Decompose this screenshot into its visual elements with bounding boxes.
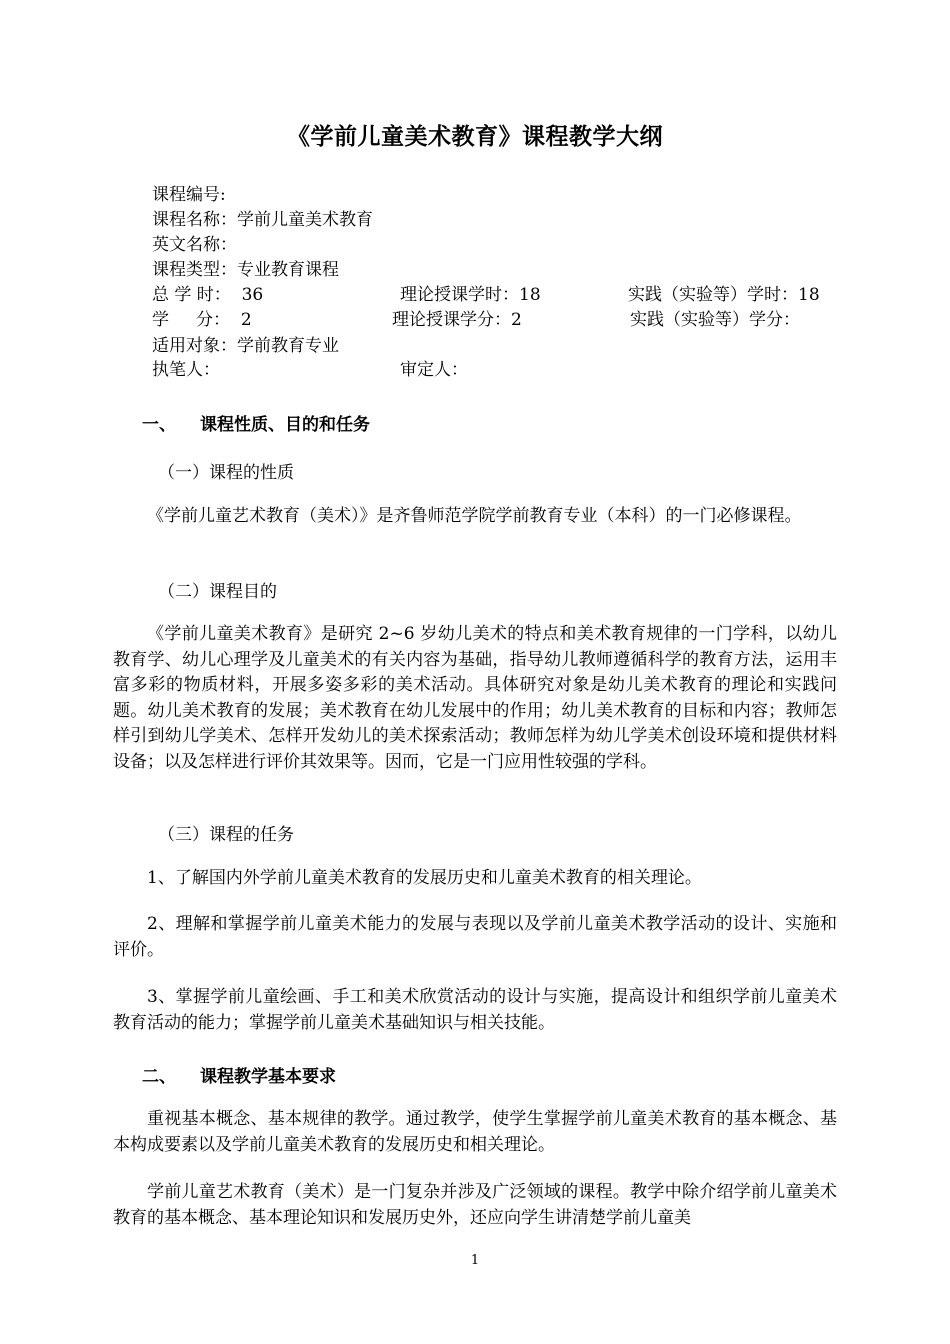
subsection-heading: （二）课程目的 [158,582,277,602]
target-audience: 适用对象：学前教育专业 [152,336,339,356]
section-heading [142,1062,336,1087]
document-title: 《学前儿童美术教育》课程教学大纲 [287,124,663,150]
section-title: 课程教学基本要求 [200,1067,336,1087]
subsection-heading: （一）课程的性质 [158,463,294,483]
total-hours: 总 学 时： 36 [152,285,264,305]
page-number: 1 [470,1253,480,1268]
section-number: 二、 [142,1067,176,1087]
section-number: 一、 [142,415,176,435]
course-name: 课程名称：学前儿童美术教育 [152,210,373,230]
section-heading [142,410,370,435]
reviewer: 审定人： [400,360,468,380]
paragraph: 学前儿童艺术教育（美术）是一门复杂并涉及广泛领域的课程。教学中除介绍学前儿童美术教育的基本概念、基本理论知识和发展历史外，还应向学生讲清楚学前儿童美 [113,1182,837,1228]
english-name: 英文名称： [152,235,237,255]
list-item: 2、理解和掌握学前儿童美术能力的发展与表现以及学前儿童美术教学活动的设计、实施和评价。 [113,914,837,960]
course-number: 课程编号: [152,185,226,205]
list-item: 1、了解国内外学前儿童美术教育的发展历史和儿童美术教育的相关理论。 [147,868,702,888]
theory-credits: 理论授课学分：2 [392,310,522,330]
section-title: 课程性质、目的和任务 [200,415,370,435]
list-item: 3、掌握学前儿童绘画、手工和美术欣赏活动的设计与实施，提高设计和组织学前儿童美术教育活动的能力；掌握学前儿童美术基础知识与相关技能。 [113,987,837,1033]
author: 执笔人： [152,360,220,380]
total-credits: 学 分： 2 [152,310,252,330]
subsection-heading: （三）课程的任务 [158,825,294,845]
practice-hours: 实践（实验等）学时：18 [628,285,820,305]
theory-hours: 理论授课学时：18 [400,285,541,305]
course-type: 课程类型：专业教育课程 [152,260,339,280]
paragraph: 重视基本概念、基本规律的教学。通过教学，使学生掌握学前儿童美术教育的基本概念、基本构成要素以及学前儿童美术教育的发展历史和相关理论。 [113,1109,837,1155]
practice-credits: 实践（实验等）学分： [630,310,800,330]
paragraph: 《学前儿童美术教育》是研究 2~6 岁幼儿美术的特点和美术教育规律的一门学科，以幼儿教育学、幼儿心理学及儿童美术的有关内容为基础，指导幼儿教师遵循科学的教育方法，运用丰富多彩的物质材料，开展多姿多彩的美术活动。具体研究对象是幼儿美术教育的理论和实践问题。幼儿美术教育的发展；美术教育在幼儿发展中的作用；幼儿美术教育的目标和内容；教师怎样引到幼儿学美术、怎样开发幼儿的美术探索活动；教师怎样为幼儿学美术创设环境和提供材料设备；以及怎样进行评价其效果等。因而，它是一门应用性较强的学科。 [113,624,837,772]
paragraph: 《学前儿童艺术教育（美术）》是齐鲁师范学院学前教育专业（本科）的一门必修课程。 [147,506,802,526]
